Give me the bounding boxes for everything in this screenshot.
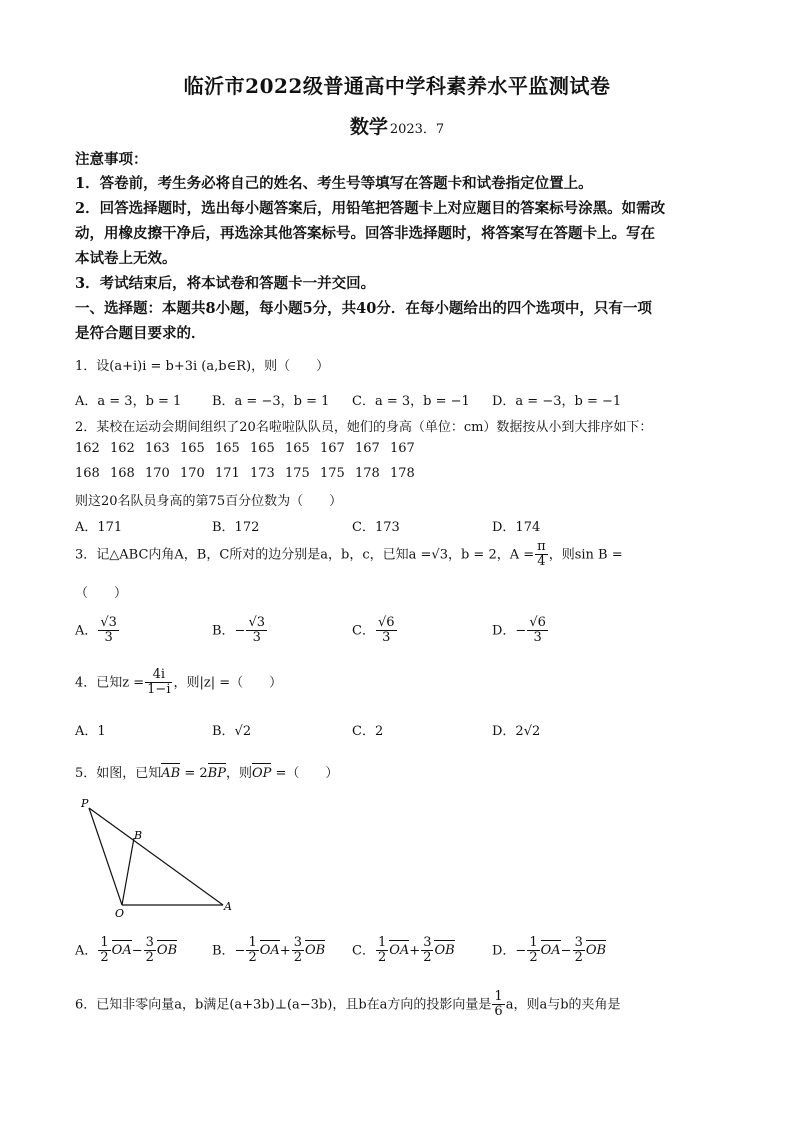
vector-ob: OB	[585, 943, 607, 959]
operator: −	[560, 943, 572, 959]
q3-stem-part-b: √3，b = 2，A =	[431, 547, 535, 563]
section-1-line-1: 一、选择题：本题共8小题，每小题5分，共40分．在每小题给出的四个选项中，只有一项	[75, 300, 652, 317]
q5-stem-part-b: ，则	[225, 766, 252, 781]
numerator: 1	[100, 935, 109, 950]
numerator: 1	[494, 989, 503, 1004]
point-label-o: O	[115, 907, 125, 920]
q2-option-b: B．172	[212, 520, 260, 535]
q2-option-c: C．173	[352, 520, 400, 535]
data-cell: 162	[75, 441, 100, 456]
data-cell: 168	[75, 466, 100, 481]
numerator: √3	[100, 615, 117, 630]
vector-bp: BP	[207, 766, 226, 781]
q3-option-b	[212, 616, 268, 646]
q5-option-a	[75, 936, 177, 966]
point-label-a: A	[224, 900, 232, 913]
q6-stem	[75, 990, 621, 1020]
q3-stem	[75, 540, 623, 570]
q4-option-d: D．2√2	[492, 724, 541, 739]
q4-option-c: C．2	[352, 724, 384, 739]
vector-ob: OB	[156, 943, 178, 959]
vector-oa: OA	[111, 943, 132, 959]
denominator: 4	[537, 554, 546, 570]
q3-answer-paren: （ ）	[75, 586, 128, 601]
denominator: 2	[423, 950, 432, 966]
notice-item-2-line-2: 动，用橡皮擦干净后，再选涂其他答案标号。回答非选择题时，将答案写在答题卡上。写在	[75, 225, 655, 242]
vector-oa: OA	[389, 943, 410, 959]
q4-stem-part-a: 4．已知z =	[75, 675, 145, 691]
q1-option-d: D．a = −3，b = −1	[492, 394, 622, 409]
data-cell: 175	[320, 466, 345, 481]
denominator: 2	[377, 950, 387, 966]
data-cell: 173	[250, 466, 275, 481]
fraction	[376, 616, 397, 646]
q2-option-a: A．171	[75, 520, 123, 535]
numerator: 1	[529, 935, 538, 950]
denominator: 3	[104, 630, 113, 646]
denominator: 3	[252, 630, 261, 646]
q5-stem-part-a: 5．如图，已知	[75, 766, 162, 781]
data-cell: 167	[390, 441, 415, 456]
fraction	[144, 936, 156, 966]
subject-label: 数学	[349, 116, 388, 138]
option-label: A．	[75, 623, 98, 639]
fraction	[527, 936, 539, 966]
numerator: 1	[248, 935, 257, 950]
q5-option-c	[352, 936, 455, 966]
exam-date: 2023．7	[389, 122, 445, 137]
point-label-p: P	[81, 797, 89, 810]
denominator: 3	[382, 630, 391, 646]
q2-option-d: D．174	[492, 520, 541, 535]
data-cell: 163	[145, 441, 170, 456]
data-cell: 170	[180, 466, 205, 481]
point-label-b: B	[134, 829, 143, 842]
numerator: 3	[574, 935, 583, 950]
vector-ob: OB	[304, 943, 326, 959]
denominator: 1−i	[147, 682, 171, 698]
q6-stem-part-a: 6．已知非零向量a，b满足(a+3b)⊥(a−3b)，且b在a方向的投影向量是	[75, 997, 492, 1013]
data-cell: 162	[110, 441, 135, 456]
data-cell: 175	[285, 466, 310, 481]
vector-ab: AB	[161, 766, 181, 781]
fraction	[527, 616, 548, 646]
numerator: √6	[529, 615, 546, 630]
fraction-4i-over-1-minus-i	[145, 668, 172, 698]
notice-item-3: 3．考试结束后，将本试卷和答题卡一并交回。	[75, 275, 376, 292]
q1-option-b: B．a = −3，b = 1	[212, 394, 330, 409]
equals-two: = 2	[180, 766, 208, 781]
data-cell: 165	[215, 441, 240, 456]
denominator: 2	[145, 950, 154, 966]
data-cell: 171	[215, 466, 240, 481]
q4-option-b: B．√2	[212, 724, 252, 739]
option-label: B．−	[212, 943, 246, 959]
fraction	[98, 936, 110, 966]
q1-option-c: C．a = 3，b = −1	[352, 394, 470, 409]
fraction	[246, 936, 258, 966]
denominator: 2	[293, 950, 302, 966]
denominator: 2	[248, 950, 257, 966]
numerator: 3	[145, 935, 154, 950]
denominator: 2	[574, 950, 583, 966]
operator: −	[131, 943, 143, 959]
q5-option-d	[492, 936, 606, 966]
numerator: 4i	[145, 668, 172, 683]
notice-item-2-line-3: 本试卷上无效。	[75, 250, 177, 267]
segment-pa	[89, 808, 223, 905]
fraction	[246, 616, 267, 646]
q3-option-d	[492, 616, 549, 646]
denominator: 6	[494, 1004, 503, 1020]
operator: +	[409, 943, 421, 959]
q3-option-a	[75, 616, 120, 646]
q5-stem	[75, 762, 338, 781]
data-cell: 167	[355, 441, 380, 456]
fraction-pi-over-4	[535, 540, 548, 570]
q2-stem: 2．某校在运动会期间组织了20名啦啦队队员，她们的身高（单位：cm）数据按从小到大排序如下：	[75, 420, 653, 435]
q6-stem-part-b: a，则a与b的夹角是	[505, 997, 621, 1013]
data-cell: 168	[110, 466, 135, 481]
exam-title: 临沂市2022级普通高中学科素养水平监测试卷	[183, 74, 611, 98]
vector-oa: OA	[540, 943, 561, 959]
q3-stem-part-c: ，则sin B =	[548, 547, 623, 563]
section-1-line-2: 是符合题目要求的．	[75, 325, 206, 342]
fraction	[421, 936, 433, 966]
denominator: 2	[529, 950, 538, 966]
option-label: D．−	[492, 943, 527, 959]
q4-stem	[75, 668, 282, 698]
data-cell: 167	[320, 441, 345, 456]
notice-item-2-line-1: 2．回答选择题时，选出每小题答案后，用铅笔把答题卡上对应题目的答案标号涂黑。如需改	[75, 200, 666, 217]
numerator: 3	[293, 935, 302, 950]
fraction	[573, 936, 585, 966]
vector-op: OP	[252, 766, 272, 781]
notice-heading: 注意事项：	[75, 151, 148, 168]
fraction	[292, 936, 304, 966]
numerator: π	[537, 539, 546, 554]
denominator: 2	[100, 950, 109, 966]
q4-option-a: A．1	[75, 724, 106, 739]
option-label: C．	[352, 943, 375, 959]
data-cell: 170	[145, 466, 170, 481]
q5-stem-part-c: =（ ）	[271, 766, 339, 781]
operator: +	[279, 943, 291, 959]
fraction	[98, 616, 119, 646]
data-cell: 165	[250, 441, 275, 456]
q1-option-a: A．a = 3，b = 1	[75, 394, 182, 409]
q3-stem-part-a: 3．记△ABC内角A，B，C所对的边分别是a，b，c，已知a =	[75, 547, 432, 563]
option-label: A．	[75, 943, 98, 959]
numerator: √6	[377, 615, 395, 630]
numerator: √3	[248, 615, 266, 630]
segment-ob	[122, 838, 134, 905]
data-cell: 165	[180, 441, 205, 456]
fraction	[376, 936, 388, 966]
option-label: D．−	[492, 623, 527, 639]
segment-po	[89, 808, 122, 905]
fraction-one-sixth	[492, 990, 504, 1020]
q1-stem: 1．设(a+i)i = b+3i (a,b∈R)，则（ ）	[75, 359, 330, 374]
vector-oa: OA	[259, 943, 280, 959]
numerator: 3	[423, 935, 432, 950]
data-cell: 165	[285, 441, 310, 456]
q4-stem-part-b: ，则|z| =（ ）	[173, 675, 283, 691]
q5-option-b	[212, 936, 325, 966]
option-label: B．−	[212, 623, 246, 639]
data-cell: 178	[355, 466, 380, 481]
notice-item-1: 1．答卷前，考生务必将自己的姓名、考生号等填写在答题卡和试卷指定位置上。	[75, 175, 593, 192]
q3-option-c	[352, 616, 398, 646]
denominator: 3	[533, 630, 542, 646]
option-label: C．	[352, 623, 375, 639]
q5-triangle-figure	[70, 795, 245, 920]
vector-ob: OB	[434, 943, 455, 959]
q2-question: 则这20名队员身高的第75百分位数为（ ）	[75, 494, 343, 509]
numerator: 1	[377, 935, 387, 950]
exam-subtitle	[0, 112, 794, 139]
data-cell: 178	[390, 466, 415, 481]
